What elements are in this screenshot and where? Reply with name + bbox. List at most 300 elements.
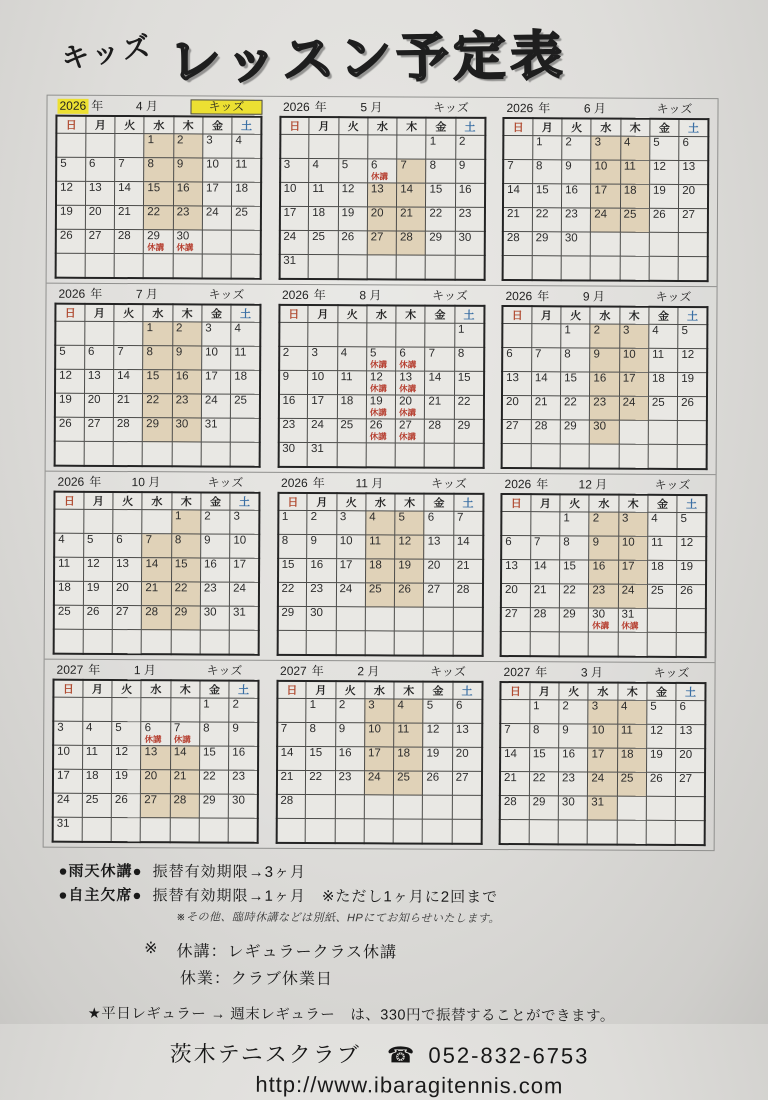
calendar-day-cell [452,723,481,747]
day-number: 1 [281,510,289,523]
day-number: 1 [533,700,540,713]
day-number: 13 [88,181,102,194]
calendar-day-cell [560,444,589,469]
calendar-day-cell [56,181,85,205]
calendar-day-cell [229,770,258,794]
kids-label: キッズ [653,665,690,681]
day-header: 木 [171,680,200,698]
calendar-day-cell [277,630,306,655]
day-number: 24 [56,793,70,806]
calendar-day-cell [141,818,170,843]
day-number: 21 [145,582,159,595]
day-number: 19 [58,393,72,406]
calendar-day-cell [394,723,423,747]
day-number: 11 [397,723,410,736]
calendar-day-cell [647,700,676,724]
calendar-day-cell [397,183,426,207]
day-header: 木 [620,119,649,137]
day-header: 火 [335,681,364,699]
day-number: 19 [649,748,663,761]
calendar-day-cell [587,820,616,845]
calendar-day-cell [531,512,560,536]
title-main: レッスン予定表 [168,27,569,92]
day-number: 7 [533,536,541,549]
day-number: 16 [592,560,606,573]
day-number: 4 [369,511,376,524]
kids-label: キッズ [656,101,693,117]
day-number: 24 [204,394,218,407]
calendar-day-cell [306,723,335,747]
day-header: 金 [426,118,455,136]
calendar-day-cell [54,605,83,629]
day-number: 19 [398,559,412,572]
calendar-day-cell [617,796,646,820]
calendar-year: 2027 [280,663,307,679]
calendar-day-cell [617,748,646,772]
day-number: 6 [679,700,687,713]
day-number: 24 [367,771,381,784]
calendar-day-cell [56,157,85,181]
calendar-day-cell [365,535,394,559]
calendar-day-cell [85,321,114,345]
day-number: 8 [429,159,437,172]
day-number: 31 [233,606,246,619]
day-number: 1 [429,135,437,148]
calendar-day-cell [199,746,228,770]
day-number: 24 [591,772,605,785]
day-number: 6 [87,345,95,358]
calendar-day-cell [202,230,231,254]
calendar-day-cell [335,699,364,723]
day-number: 25 [340,419,354,432]
calendar-year: 2026 [281,475,308,491]
calendar-day-cell [144,134,173,158]
calendar-day-cell [677,512,706,536]
day-number: 12 [115,746,129,759]
day-number: 10 [368,723,381,736]
calendar-day-cell [678,396,707,420]
day-number: 9 [175,346,183,359]
calendar-day-cell [591,232,620,256]
calendar-day-cell [503,184,532,208]
calendar-day-cell [589,444,618,469]
calendar-day-cell [200,630,229,655]
day-number: 21 [428,395,442,408]
calendar-day-cell [677,560,706,584]
calendar-month: 10 月 [131,475,161,490]
day-number: 20 [144,770,158,783]
kids-label: キッズ [654,477,691,493]
calendar-day-cell [231,322,260,346]
day-number: 1 [309,699,317,712]
calendar-header [278,288,485,304]
calendar-day-cell [558,796,587,820]
day-header: 土 [232,117,261,135]
day-header: 水 [142,492,171,510]
day-number: 4 [235,134,242,147]
calendar-day-cell [142,558,171,582]
calendar-day-cell [114,321,143,345]
calendar-day-cell [647,584,676,608]
calendar-day-cell [279,182,308,206]
day-number: 28 [456,583,470,596]
calendar-day-cell [426,231,455,255]
calendar-day-cell [366,347,395,371]
day-header: 月 [533,118,562,136]
day-number: 3 [368,699,375,712]
day-number: 10 [57,745,70,758]
calendar-day-cell [366,419,395,443]
calendar-day-cell [453,607,482,631]
calendar-day-cell [454,395,483,419]
calendar-day-cell [588,796,617,820]
day-header: 月 [84,492,113,510]
calendar-day-cell [618,560,647,584]
calendar-day-cell [55,369,84,393]
calendar-day-cell [55,417,84,441]
calendar-day-cell [678,256,707,281]
club-contact [0,1036,764,1071]
day-number: 10 [621,536,635,549]
day-header: 金 [203,116,232,134]
calendar-day-cell [453,511,482,535]
calendar-day-cell [144,206,173,230]
calendar-header [54,475,261,491]
calendar-day-cell [397,135,426,159]
calendar-day-cell [677,584,706,608]
calendar-day-cell [588,748,617,772]
kyuko-label: 休講 [369,407,387,418]
calendar-day-cell [230,442,259,467]
day-number: 17 [594,184,608,197]
day-number: 30 [232,794,245,807]
calendar-day-cell [201,418,230,442]
day-number: 8 [203,722,210,735]
day-number: 25 [651,396,665,409]
day-number: 4 [651,512,658,525]
day-number: 7 [173,722,181,735]
day-number: 19 [341,207,355,220]
calendar-table [502,117,710,282]
day-header: 火 [336,493,365,511]
calendar-day-cell [560,536,589,560]
calendar-day-cell [170,818,199,843]
day-number: 9 [204,534,211,547]
calendar-day-cell [338,135,367,159]
day-number: 11 [369,535,382,548]
day-number: 4 [234,322,241,335]
calendar-day-cell [113,417,142,441]
day-number: 10 [283,182,297,195]
day-number: 12 [59,369,72,382]
day-header: 月 [306,681,335,699]
day-number: 1 [146,322,154,335]
calendar-day-cell [588,724,617,748]
calendar-day-cell [84,509,113,533]
calendar-day-cell [200,558,229,582]
day-number: 8 [533,724,540,737]
calendar-day-cell [424,583,453,607]
calendar-day-cell [364,771,393,795]
day-number: 28 [117,230,131,243]
day-number: 3 [311,347,318,360]
month-calendar-2026-5 [278,100,486,281]
day-header: 日 [500,682,529,700]
day-number: 16 [176,182,190,195]
day-number: 28 [428,419,442,432]
calendar-day-cell [455,255,484,280]
calendar-day-cell [309,207,338,231]
calendar-day-cell [679,184,708,208]
calendar-day-cell [280,158,309,182]
calendar-header [276,664,483,680]
day-number: 18 [397,747,411,760]
day-number: 29 [532,796,546,809]
calendar-day-cell [394,699,423,723]
calendar-day-cell [338,231,367,255]
kids-label: キッズ [431,476,467,491]
calendar-table [500,493,708,658]
day-number: 24 [311,419,324,432]
day-number: 23 [458,207,472,220]
day-number: 13 [506,372,519,385]
day-header: 金 [649,307,678,325]
calendar-day-cell [170,794,199,818]
calendar-day-cell [229,746,258,770]
kyuko-definition-text: 休講：レギュラークラス休講 [176,943,398,962]
calendar-day-cell [307,511,336,535]
calendar-day-cell [588,700,617,724]
day-number: 8 [309,723,316,736]
day-number: 24 [621,584,635,597]
day-header: 火 [561,306,590,324]
day-header: 木 [396,305,425,323]
calendar-day-cell [452,699,481,723]
calendar-table [52,679,260,844]
day-number: 11 [651,536,664,549]
transfer-note: ★平日レギュラー → 週末レギュラー は、330円で振替することができます。 [87,1005,615,1025]
calendar-day-cell [171,582,200,606]
calendar-year: 2027 [503,665,531,680]
calendar-day-cell [82,721,111,745]
calendar-day-cell [676,772,705,796]
calendar-day-cell [277,698,306,722]
day-number: 3 [283,158,291,171]
calendar-day-cell [365,699,394,723]
day-number: 22 [535,208,549,221]
day-header: 火 [115,116,144,134]
calendar-day-cell [394,631,423,656]
calendar-day-cell [424,559,453,583]
day-number: 18 [235,182,249,195]
calendar-day-cell [141,630,170,655]
calendar-day-cell [308,255,337,280]
day-number: 24 [205,206,219,219]
day-number: 15 [535,184,549,197]
day-number: 17 [339,559,353,572]
day-header: 日 [502,306,531,324]
day-number: 14 [173,746,187,759]
calendar-day-cell [170,770,199,794]
calendar-day-cell [452,747,481,771]
day-number: 22 [147,206,161,219]
calendar-table [53,491,261,656]
calendar-day-cell [453,535,482,559]
day-number: 27 [115,606,129,619]
calendar-day-cell [678,348,707,372]
day-number: 11 [652,348,665,361]
day-number: 22 [146,394,160,407]
day-number: 29 [147,230,161,243]
calendar-day-cell [141,722,170,746]
day-header: 金 [647,683,676,701]
day-number: 25 [312,231,325,244]
day-header: 土 [230,493,259,511]
calendar-day-cell [200,582,229,606]
day-header: 水 [144,116,173,134]
calendar-day-cell [141,794,170,818]
day-number: 9 [458,159,466,172]
day-number: 1 [174,510,182,523]
day-number: 16 [282,394,296,407]
day-header: 土 [676,683,705,701]
day-number: 10 [205,346,218,359]
calendar-day-cell [83,581,112,605]
calendar-day-cell [203,158,232,182]
calendar-day-cell [279,346,308,370]
month-calendar-2026-6 [502,101,710,282]
day-number: 3 [594,136,602,149]
day-number: 4 [312,159,319,172]
calendar-day-cell [453,583,482,607]
calendar-day-cell [532,256,561,281]
day-number: 30 [561,796,575,809]
day-header: 金 [201,492,230,510]
calendar-day-cell [649,348,678,372]
day-header: 火 [112,680,141,698]
calendar-day-cell [367,323,396,347]
day-number: 18 [57,581,71,594]
month-calendar-2026-8 [277,288,485,469]
calendar-day-cell [199,818,228,843]
day-number: 19 [369,395,383,408]
day-number: 15 [457,371,471,384]
calendar-day-cell [426,207,455,231]
day-number: 1 [536,136,543,149]
day-number: 18 [312,207,326,220]
calendar-day-cell [532,324,561,348]
day-header: 水 [366,493,395,511]
calendar-day-cell [647,608,676,632]
day-number: 22 [457,395,471,408]
day-number: 18 [623,184,637,197]
day-number: 24 [622,396,636,409]
day-header: 木 [394,681,423,699]
year-suffix: 年 [311,664,324,679]
calendar-day-cell [620,208,649,232]
day-number: 5 [60,157,67,170]
day-number: 17 [204,370,218,383]
calendar-day-cell [113,393,142,417]
day-number: 9 [282,370,290,383]
calendar-day-cell [501,632,530,657]
calendar-day-cell [54,509,83,533]
calendar-day-cell [115,157,144,181]
day-header: 火 [114,304,143,322]
year-suffix: 年 [536,477,549,492]
day-number: 27 [505,420,519,433]
calendar-day-cell [646,748,675,772]
calendar-day-cell [336,511,365,535]
day-number: 14 [145,558,159,571]
day-number: 5 [681,324,688,337]
calendar-day-cell [423,747,452,771]
day-number: 26 [681,396,694,410]
day-number: 23 [176,206,190,219]
calendar-day-cell [113,441,142,466]
calendar-day-cell [228,818,257,843]
calendar-day-cell [338,183,367,207]
day-header: 火 [559,682,588,700]
day-number: 19 [115,770,128,783]
day-number: 4 [623,136,631,149]
calendar-day-cell [502,324,531,348]
calendar-year: 2026 [57,474,85,489]
calendar-day-cell [84,441,113,466]
calendar-day-cell [230,582,259,606]
calendar-day-cell [649,232,678,256]
calendar-month: 4 月 [135,99,158,114]
calendar-day-cell [590,324,619,348]
day-number: 5 [426,699,434,712]
day-number: 15 [174,558,188,571]
calendar-day-cell [113,533,142,557]
calendar-day-cell [111,769,140,793]
day-number: 22 [532,772,546,785]
calendar-day-cell [531,396,560,420]
day-number: 13 [682,160,696,174]
calendar-day-cell [396,371,425,395]
calendar-header [500,665,707,681]
calendar-day-cell [619,444,648,469]
day-header: 金 [200,680,229,698]
calendar-day-cell [202,346,231,370]
day-number: 8 [563,536,570,549]
day-number: 24 [283,230,297,243]
calendar-day-cell [56,133,85,157]
calendar-day-cell [83,605,112,629]
day-number: 7 [507,160,514,173]
calendar-day-cell [453,631,482,656]
day-number: 4 [86,721,93,734]
day-number: 13 [399,371,413,384]
day-number: 11 [85,745,98,758]
calendar-day-cell [308,323,337,347]
calendar-day-cell [53,697,82,721]
day-header: 日 [278,493,307,511]
calendar-day-cell [230,534,259,558]
calendar-day-cell [619,348,648,372]
day-header: 水 [589,494,618,512]
calendar-day-cell [232,182,261,206]
calendar-day-cell [455,231,484,255]
day-number: 29 [563,420,577,433]
calendar-day-cell [678,232,707,256]
day-number: 3 [591,700,599,713]
calendar-month: 8 月 [359,288,382,303]
calendar-day-cell [53,745,82,769]
day-number: 10 [206,158,219,171]
